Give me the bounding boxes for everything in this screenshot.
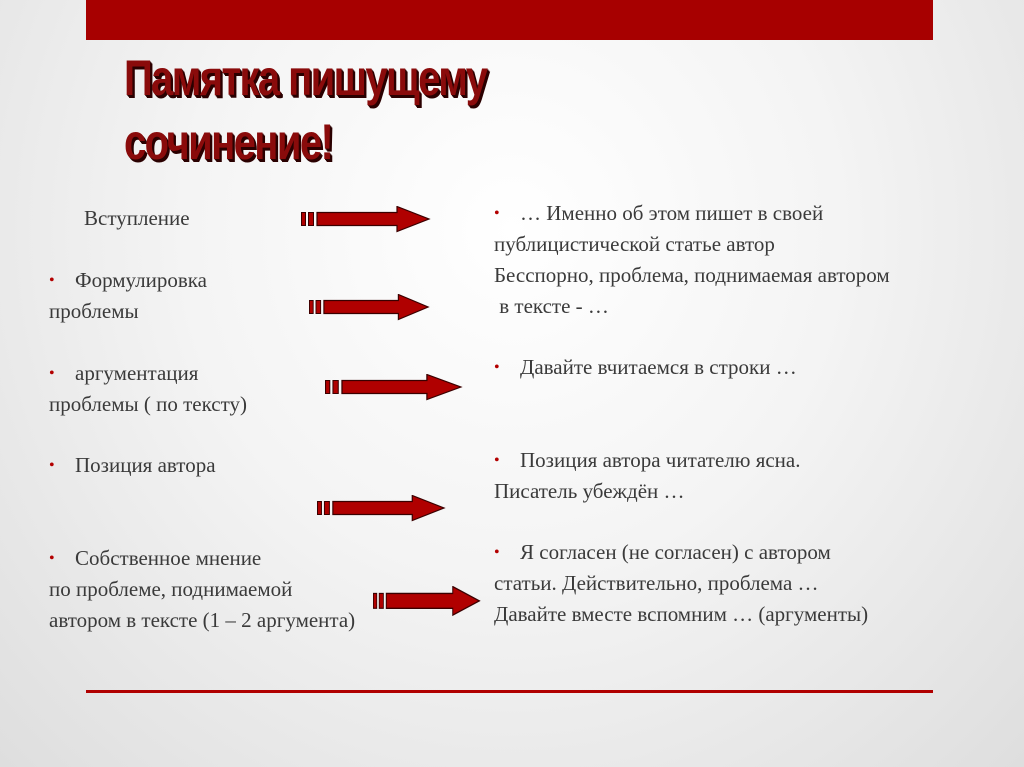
bullet-icon: • <box>494 359 500 376</box>
left-item-author-position <box>49 450 216 481</box>
left-item-problem-statement <box>49 265 207 327</box>
left-item-4-line-1: Собственное мнение <box>75 546 262 570</box>
left-item-1-line-1: Формулировка <box>75 268 207 292</box>
bullet-icon: • <box>49 550 55 567</box>
right-item-opinion-phrases <box>494 537 868 630</box>
bullet-icon: • <box>494 544 500 561</box>
slide-title-line-1: Памятка пишущему <box>124 50 487 106</box>
bullet-icon: • <box>49 272 55 289</box>
red-arrow-icon <box>373 586 481 618</box>
left-item-2-line-2: проблемы ( по тексту) <box>49 392 247 416</box>
red-arrow-icon <box>309 294 430 322</box>
right-item-intro-phrases <box>494 198 890 322</box>
red-arrow-icon <box>317 495 446 523</box>
slide-title <box>124 46 620 174</box>
right-item-author-position-phrases <box>494 445 801 507</box>
left-item-3-line-1: Позиция автора <box>75 453 216 477</box>
left-item-4-line-3: автором в тексте (1 – 2 аргумента) <box>49 608 356 632</box>
red-arrow-icon <box>301 206 431 234</box>
left-item-intro-text: Вступление <box>84 206 190 230</box>
red-arrow-icon <box>325 374 463 402</box>
right-item-1-line-3: Бесспорно, проблема, поднимаемая автором <box>494 263 890 287</box>
right-item-1-line-1: … Именно об этом пишет в своей <box>520 201 824 225</box>
left-item-1-line-2: проблемы <box>49 299 139 323</box>
bullet-icon: • <box>494 205 500 222</box>
left-item-4-line-2: по проблеме, поднимаемой <box>49 577 293 601</box>
bullet-icon: • <box>494 452 500 469</box>
right-item-3-line-2: Писатель убеждён … <box>494 479 685 503</box>
bullet-icon: • <box>49 365 55 382</box>
left-item-2-line-1: аргументация <box>75 361 199 385</box>
bottom-divider <box>86 690 933 693</box>
left-item-argumentation <box>49 358 247 420</box>
left-item-own-opinion <box>49 543 355 636</box>
right-item-1-line-4: в тексте - … <box>494 294 609 318</box>
left-item-intro <box>84 203 190 234</box>
right-item-3-line-1: Позиция автора читателю ясна. <box>520 448 801 472</box>
slide-title-line-2: сочинение! <box>124 114 333 170</box>
right-item-argument-phrases <box>494 352 797 383</box>
right-item-1-line-2: публицистической статье автор <box>494 232 775 256</box>
top-accent-bar <box>86 0 933 40</box>
right-item-2-line-1: Давайте вчитаемся в строки … <box>520 355 797 379</box>
bullet-icon: • <box>49 457 55 474</box>
right-item-4-line-3: Давайте вместе вспомним … (аргументы) <box>494 602 869 626</box>
right-item-4-line-2: статьи. Действительно, проблема … <box>494 571 819 595</box>
right-item-4-line-1: Я согласен (не согласен) с автором <box>520 540 831 564</box>
